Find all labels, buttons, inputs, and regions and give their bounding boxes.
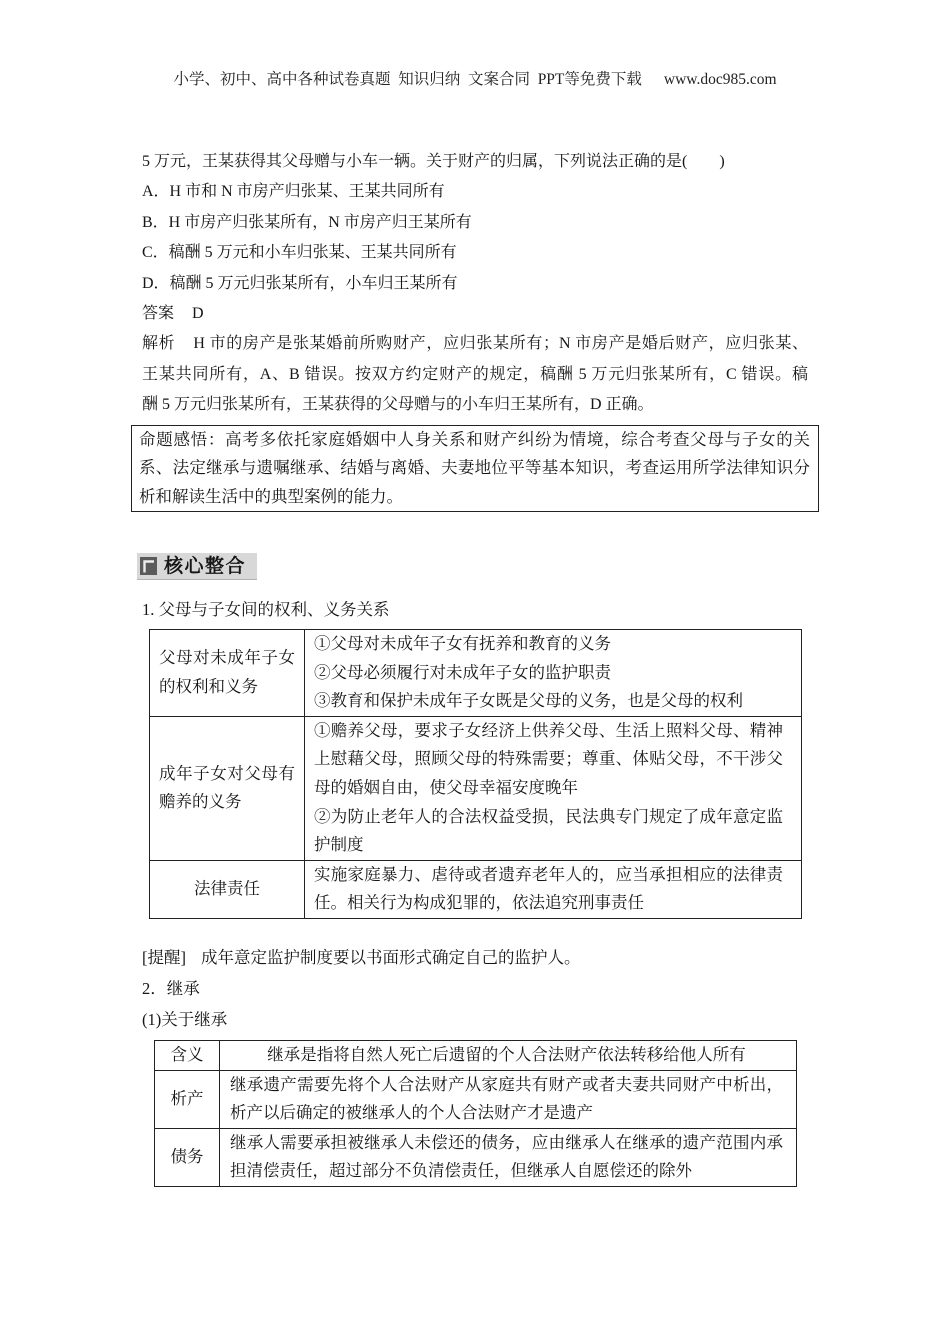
answer-line: [142, 299, 808, 329]
reminder-text: 成年意定监护制度要以书面形式确定自己的监护人。: [201, 948, 581, 967]
row-body-text: 上慰藉父母，照顾父母的特殊需要；尊重、体贴父母，不干涉父: [314, 749, 783, 769]
insight-text: 高考多依托家庭婚姻中人身关系和财产纠纷为情境，综合考查父母与子女的关: [225, 430, 811, 449]
analysis-line: [142, 329, 808, 359]
table-row: [155, 1070, 797, 1128]
row-header-cell: [155, 1041, 220, 1071]
analysis-text: 酬 5 万元归张某所有，王某获得的父母赠与的小车归王某所有，D 正确。: [142, 396, 654, 414]
insight-text: 析和解读生活中的典型案例的能力。: [139, 486, 403, 506]
table-row: [155, 1041, 797, 1071]
analysis-text: H 市的房产是张某婚前所购财产，应归张某所有；N 市房产是婚后财产，应归张某、: [193, 335, 808, 353]
insight-box: [131, 425, 819, 512]
answer-value: D: [192, 305, 204, 323]
option-b: B．H 市房产归张某所有，N 市房产归王某所有: [142, 213, 472, 231]
option-c: C．稿酬 5 万元和小车归张某、王某共同所有: [142, 244, 457, 262]
row-header-text: 债务: [170, 1147, 204, 1167]
table-row: [150, 630, 802, 717]
inheritance-table: [154, 1040, 797, 1187]
row-body-cell: [220, 1128, 797, 1186]
row-body-text: ①父母对未成年子女有抚养和教育的义务: [314, 634, 611, 653]
row-header-cell: [155, 1128, 220, 1186]
row-header-text: 法律责任: [194, 879, 260, 899]
row-body-text: ②父母必须履行对未成年子女的监护职责: [314, 662, 611, 682]
row-body-text: ③教育和保护未成年子女既是父母的义务，也是父母的权利: [314, 691, 743, 711]
parent-child-table: [149, 629, 802, 919]
row-body-text: 析产以后确定的被继承人的个人合法财产才是遗产: [230, 1103, 593, 1123]
part1-title: 1. 父母与子女间的权利、义务关系: [142, 600, 390, 619]
row-body-text: 继承是指将自然人死亡后遗留的个人合法财产依法转移给他人所有: [267, 1045, 746, 1064]
row-header-cell: [150, 630, 305, 717]
option-d: D．稿酬 5 万元归张某所有，小车归王某所有: [142, 274, 458, 292]
header-text: 小学、初中、高中各种试卷真题 知识归纳 文案合同 PPT等免费下载: [173, 71, 642, 88]
part2-subtitle: (1)关于继承: [142, 1010, 228, 1029]
row-header-text: 赡养的义务: [159, 792, 242, 812]
row-body-text: 母的婚姻自由，使父母幸福安度晚年: [314, 777, 578, 797]
row-body-text: 继承遗产需要先将个人合法财产从家庭共有财产或者夫妻共同财产中析出，: [230, 1074, 783, 1094]
row-header-cell: [155, 1070, 220, 1128]
row-body-cell: [305, 860, 802, 918]
analysis-text: 王某共同所有，A、B 错误。按双方约定财产的规定，稿酬 5 万元归张某所有，C 错误。稿: [142, 365, 808, 383]
row-header-cell: [150, 716, 305, 860]
row-header-text: 含义: [170, 1045, 204, 1064]
table-row: [155, 1128, 797, 1186]
row-header-text: 成年子女对父母有: [159, 763, 295, 783]
page-header: [0, 69, 950, 91]
reminder: [142, 944, 581, 972]
row-body-text: 任。相关行为构成犯罪的，依法追究刑事责任: [314, 893, 644, 913]
part2-title: 2．继承: [142, 979, 200, 998]
row-body-cell: [220, 1041, 797, 1071]
row-body-text: 继承人需要承担被继承人未偿还的债务，应由继承人在继承的遗产范围内承: [230, 1132, 783, 1152]
row-body-text: 担清偿责任，超过部分不负清偿责任，但继承人自愿偿还的除外: [230, 1161, 692, 1181]
insight-text: 系、法定继承与遗嘱继承、结婚与离婚、夫妻地位平等基本知识，考查运用所学法律知识分: [139, 458, 810, 478]
table-row: [150, 860, 802, 918]
section-title: 核心整合: [164, 555, 247, 577]
option-a: A．H 市和 N 市房产归张某、王某共同所有: [142, 183, 445, 201]
insight-line: [139, 426, 810, 454]
row-body-cell: [305, 630, 802, 717]
section-marker-icon: [140, 557, 157, 575]
header-url: www.doc985.com: [663, 71, 777, 88]
row-header-cell: [150, 860, 305, 918]
table-row: [150, 716, 802, 860]
analysis-label: 解析: [142, 335, 176, 353]
insight-label: 命题感悟：: [139, 430, 226, 449]
row-body-text: 实施家庭暴力、虐待或者遗弃老年人的，应当承担相应的法律责: [314, 864, 783, 884]
question-block: [142, 147, 808, 421]
row-header-text: 析产: [170, 1088, 204, 1108]
row-header-text: 父母对未成年子女: [159, 648, 295, 668]
section-header: [137, 553, 257, 580]
reminder-label: [提醒]: [142, 948, 186, 967]
row-body-text: ②为防止老年人的合法权益受损，民法典专门规定了成年意定监: [314, 806, 783, 826]
row-body-cell: [305, 716, 802, 860]
row-body-cell: [220, 1070, 797, 1128]
row-body-text: 护制度: [314, 835, 364, 855]
row-header-text: 的权利和义务: [159, 676, 258, 696]
question-stem: 5 万元，王某获得其父母赠与小车一辆。关于财产的归属，下列说法正确的是( ): [142, 153, 725, 170]
row-body-text: ①赡养父母，要求子女经济上供养父母、生活上照料父母、精神: [314, 720, 783, 740]
answer-label: 答案: [142, 305, 175, 323]
